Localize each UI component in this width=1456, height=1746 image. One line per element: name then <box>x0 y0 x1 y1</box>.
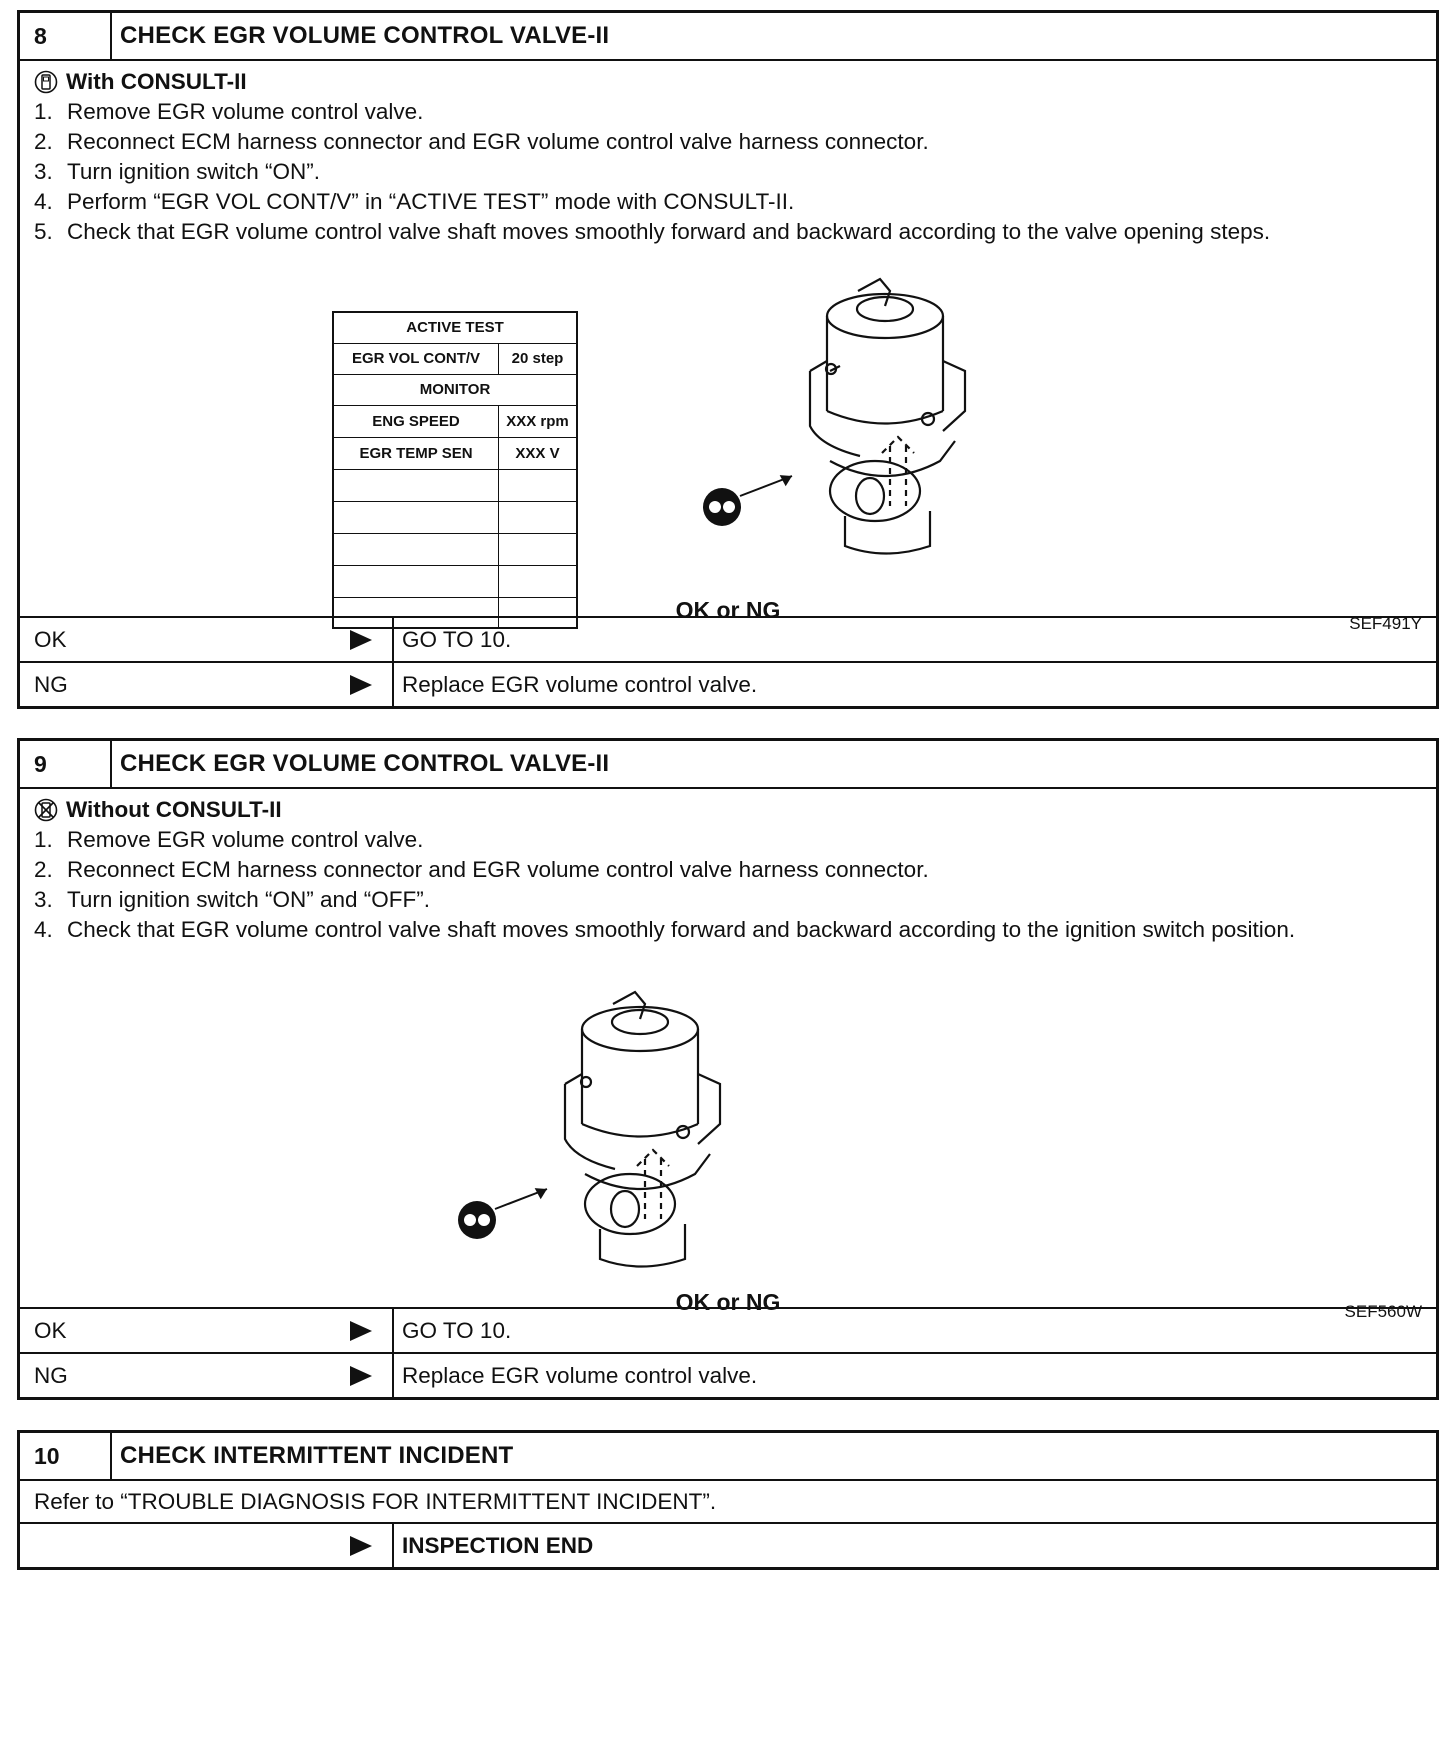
step-9-mode <box>34 795 1422 825</box>
result-row-ng <box>20 661 1436 706</box>
result-row-ok <box>20 1307 1436 1352</box>
step-8-body <box>20 61 1436 633</box>
result-value: Replace EGR volume control valve. <box>402 671 758 697</box>
step-8-instructions <box>34 97 1422 247</box>
active-test-item-value: 20 step <box>499 344 578 375</box>
step-8-title: CHECK EGR VOLUME CONTROL VALVE-II <box>120 22 610 49</box>
list-item: 3. Turn ignition switch “ON”. <box>34 159 320 184</box>
no-consult-icon <box>34 798 58 822</box>
monitor-label: ENG SPEED <box>333 406 499 438</box>
result-value: GO TO 10. <box>402 1317 512 1343</box>
result-key: NG <box>34 671 68 697</box>
result-row-end <box>20 1522 1436 1567</box>
right-triangle-arrow-icon <box>350 630 372 650</box>
step-9-number: 9 <box>20 741 112 787</box>
right-triangle-arrow-icon <box>350 675 372 695</box>
step-8-header <box>20 13 1436 61</box>
active-test-item: EGR VOL CONT/V <box>333 344 499 375</box>
egr-valve-illustration <box>435 974 755 1274</box>
list-item: 3. Turn ignition switch “ON” and “OFF”. <box>34 887 430 912</box>
result-row-ok <box>20 616 1436 661</box>
ok-or-ng-label: OK or NG <box>675 597 781 623</box>
list-item: 2. Reconnect ECM harness connector and EGR volume control valve harness connector. <box>34 129 929 154</box>
step-8-mode-label: With CONSULT-II <box>66 69 247 94</box>
inspection-end-label: INSPECTION END <box>402 1532 594 1558</box>
active-test-table <box>332 311 578 629</box>
active-test-header: ACTIVE TEST <box>333 312 577 344</box>
step-10-box <box>17 1430 1439 1570</box>
step-10-header <box>20 1433 1436 1481</box>
list-item: 5. Check that EGR volume control valve shaft moves smoothly forward and backward according to the valve opening steps. <box>34 219 1271 244</box>
step-10-text: Refer to “TROUBLE DIAGNOSIS FOR INTERMITTENT INCIDENT”. <box>34 1489 717 1514</box>
step-9-instructions <box>34 825 1422 945</box>
right-triangle-arrow-icon <box>350 1321 372 1341</box>
right-triangle-arrow-icon <box>350 1536 372 1556</box>
step-9-mode-label: Without CONSULT-II <box>66 797 282 822</box>
step-8-number: 8 <box>20 13 112 59</box>
step-9-header <box>20 741 1436 789</box>
step-8-box <box>17 10 1439 709</box>
result-value: GO TO 10. <box>402 626 512 652</box>
monitor-label: EGR TEMP SEN <box>333 438 499 470</box>
figure-id: SEF560W <box>1344 1302 1422 1321</box>
egr-valve-illustration <box>680 261 1000 561</box>
result-key: NG <box>34 1362 68 1388</box>
step-10-number: 10 <box>20 1433 112 1479</box>
step-8-mode <box>34 67 1422 97</box>
monitor-value: XXX V <box>499 438 578 470</box>
result-row-ng <box>20 1352 1436 1397</box>
right-triangle-arrow-icon <box>350 1366 372 1386</box>
ok-or-ng-label: OK or NG <box>675 1289 781 1315</box>
result-key: OK <box>34 1317 67 1343</box>
consult-icon <box>34 70 58 94</box>
step-10-title: CHECK INTERMITTENT INCIDENT <box>120 1442 514 1469</box>
monitor-header: MONITOR <box>333 375 577 406</box>
list-item: 4. Perform “EGR VOL CONT/V” in “ACTIVE TEST” mode with CONSULT-II. <box>34 189 795 214</box>
list-item: 4. Check that EGR volume control valve shaft moves smoothly forward and backward according to the ignition switch position. <box>34 917 1296 942</box>
result-key: OK <box>34 626 67 652</box>
result-value: Replace EGR volume control valve. <box>402 1362 758 1388</box>
monitor-value: XXX rpm <box>499 406 578 438</box>
list-item: 2. Reconnect ECM harness connector and EGR volume control valve harness connector. <box>34 857 929 882</box>
step-9-title: CHECK EGR VOLUME CONTROL VALVE-II <box>120 750 610 777</box>
list-item: 1. Remove EGR volume control valve. <box>34 827 424 852</box>
step-9-box <box>17 738 1439 1400</box>
list-item: 1. Remove EGR volume control valve. <box>34 99 424 124</box>
figure-id: SEF491Y <box>1349 614 1422 633</box>
step-9-body <box>20 789 1436 1319</box>
